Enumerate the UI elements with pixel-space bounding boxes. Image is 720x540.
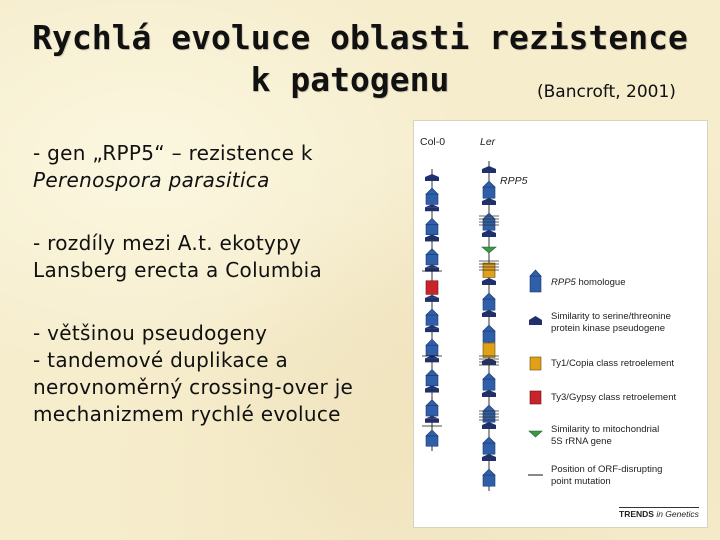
col0-track-gene — [426, 339, 438, 355]
gene-arrow — [483, 405, 495, 411]
col0-track-kinase — [425, 295, 439, 302]
bullet-mechanism-line4: mechanizmem rychlé evoluce — [33, 402, 341, 426]
ler-label: Ler — [480, 136, 496, 148]
ler-track-kinase — [482, 422, 496, 429]
gene-body — [426, 194, 438, 204]
slide-title-line2: k patogenu — [250, 60, 450, 99]
legend-mito-line2: 5S rRNA gene — [551, 436, 612, 447]
kinase-body — [425, 328, 439, 332]
ler-track-kinase — [482, 454, 496, 461]
gene-body — [483, 475, 495, 486]
gene-arrow — [426, 400, 438, 406]
gene-body — [426, 436, 438, 446]
legend-ty1: Ty1/Copia class retroelement — [551, 358, 675, 369]
bullet-mechanism-line1: - většinou pseudogeny — [33, 321, 268, 345]
col0-track-gene — [426, 309, 438, 325]
legend-ty3: Ty3/Gypsy class retroelement — [551, 392, 677, 403]
legend-gene-symbol — [530, 270, 541, 292]
kinase-cap — [425, 295, 439, 298]
ler-track-gene — [483, 181, 495, 198]
gene-body — [483, 411, 495, 422]
ty1-block — [483, 343, 495, 357]
col0-track-ty3 — [426, 281, 438, 295]
legend-homologue-rest: homologue — [575, 277, 626, 288]
gene-body — [426, 345, 438, 355]
col0-track-gene — [426, 249, 438, 265]
legend-kinase — [551, 311, 701, 335]
bullet-ecotypes-line2: Lansberg erecta a Columbia — [33, 258, 323, 282]
ler-track-gene — [483, 373, 495, 390]
gene-arrow — [483, 293, 495, 299]
kinase-body — [482, 313, 496, 317]
bullet-mechanism-line2: - tandemové duplikace a — [33, 348, 289, 372]
gene-body — [483, 443, 495, 454]
ty3-block — [426, 281, 438, 295]
kinase-body — [482, 393, 496, 397]
bullet-rpp5 — [33, 140, 403, 194]
col0-track-kinase — [425, 204, 439, 211]
gene-body — [426, 224, 438, 234]
gene-body — [483, 219, 495, 230]
legend-orf-line2: point mutation — [551, 476, 611, 487]
slide-title-line1: Rychlá evoluce oblasti rezistence — [32, 18, 688, 57]
col0-track-kinase — [425, 386, 439, 393]
kinase-cap — [482, 166, 496, 169]
gene-body — [483, 299, 495, 310]
bullet-mechanism-line3: nerovnoměrný crossing-over je — [33, 375, 354, 399]
journal-footer-rest: in Genetics — [653, 509, 699, 519]
kinase-body — [425, 177, 439, 181]
ler-track-gene — [483, 213, 495, 230]
kinase-body — [482, 233, 496, 237]
footer-rule — [619, 507, 699, 508]
ler-track-gene — [483, 325, 495, 342]
gene-body — [483, 331, 495, 342]
ler-track-gene — [483, 437, 495, 454]
legend-kinase-line1: Similarity to serine/threonine — [551, 311, 671, 322]
kinase-body — [425, 389, 439, 393]
kinase-body — [482, 169, 496, 173]
kinase-cap — [482, 278, 496, 281]
col0-track-kinase — [425, 174, 439, 181]
legend-homologue — [551, 277, 701, 289]
legend-orf-line1: Position of ORF-disrupting — [551, 464, 663, 475]
col0-track-gene — [426, 369, 438, 385]
legend-orf — [551, 464, 701, 488]
legend-kinase-line2: protein kinase pseudogene — [551, 323, 666, 334]
ler-track-kinase — [482, 230, 496, 237]
bullet-list — [33, 140, 403, 464]
kinase-body — [482, 425, 496, 429]
gene-body — [426, 315, 438, 325]
gene-arrow — [426, 339, 438, 345]
kinase-body — [425, 358, 439, 362]
ler-track-ty1 — [483, 343, 495, 357]
ler-track-mito — [482, 247, 496, 253]
gene-arrow — [483, 181, 495, 187]
kinase-body — [482, 201, 496, 205]
kinase-body — [482, 281, 496, 285]
kinase-body — [482, 361, 496, 365]
kinase-body — [425, 207, 439, 211]
gene-arrow — [426, 430, 438, 436]
rpp5-label: RPP5 — [500, 175, 528, 187]
ler-track-kinase — [482, 390, 496, 397]
ler-track-kinase — [482, 198, 496, 205]
legend-mito-line1: Similarity to mitochondrial — [551, 424, 660, 435]
bullet-rpp5-line1: - gen „RPP5“ – rezistence k — [33, 141, 313, 165]
gene-arrow — [426, 249, 438, 255]
gene-arrow — [426, 369, 438, 375]
ler-track-gene — [483, 293, 495, 310]
gene-body — [483, 379, 495, 390]
journal-footer — [619, 509, 699, 519]
legend-kinase-symbol — [529, 316, 542, 325]
ler-track-gene — [483, 469, 495, 486]
legend-mito — [551, 424, 701, 448]
legend-mito-symbol — [529, 431, 542, 437]
journal-footer-bold: TRENDS — [619, 509, 654, 519]
gene-arrow — [426, 218, 438, 224]
gene-body — [426, 375, 438, 385]
col0-track-kinase — [425, 234, 439, 241]
col0-track-kinase — [425, 416, 439, 423]
rpp5-locus-figure — [413, 120, 708, 528]
kinase-body — [425, 298, 439, 302]
kinase-body — [425, 419, 439, 423]
ler-track-kinase — [482, 278, 496, 285]
gene-arrow — [426, 188, 438, 194]
col0-track-gene — [426, 400, 438, 416]
gene-arrow — [426, 309, 438, 315]
kinase-body — [482, 457, 496, 461]
gene-arrow — [483, 469, 495, 475]
citation: (Bancroft, 2001) — [537, 82, 676, 102]
gene-arrow — [483, 325, 495, 331]
kinase-cap — [482, 358, 496, 361]
bullet-ecotypes — [33, 230, 403, 284]
gene-arrow — [483, 437, 495, 443]
bullet-ecotypes-line1: - rozdíly mezi A.t. ekotypy — [33, 231, 302, 255]
ler-track-kinase — [482, 166, 496, 173]
ler-track-gene — [483, 405, 495, 422]
kinase-cap — [425, 174, 439, 177]
gene-body — [426, 255, 438, 265]
col0-track-gene — [426, 188, 438, 204]
col0-label: Col-0 — [420, 136, 446, 148]
col0-track-gene — [426, 218, 438, 234]
col0-track-kinase — [425, 325, 439, 332]
mito-marker — [482, 247, 496, 253]
gene-arrow — [483, 373, 495, 379]
gene-body — [483, 187, 495, 198]
bullet-mechanism — [33, 320, 403, 428]
col0-track-gene — [426, 430, 438, 446]
legend-ty1-symbol — [530, 357, 541, 370]
legend-symbols — [524, 121, 548, 527]
kinase-body — [425, 237, 439, 241]
ler-track-kinase — [482, 310, 496, 317]
bullet-rpp5-line2: Perenospora parasitica — [33, 168, 270, 192]
gene-body — [426, 406, 438, 416]
legend-homologue-gene: RPP5 — [551, 277, 576, 288]
legend-ty3-symbol — [530, 391, 541, 404]
